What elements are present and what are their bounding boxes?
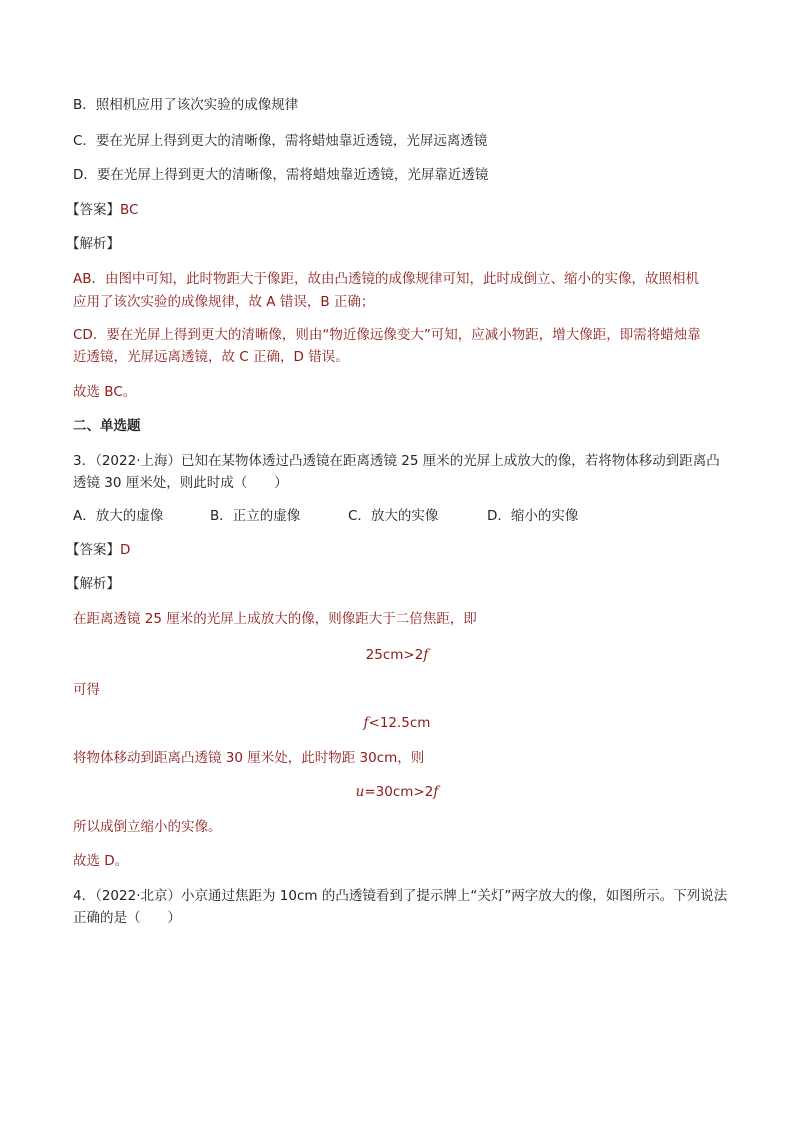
- q4-stem-line: 4．（2022·北京）小京通过焦距为 10cm 的凸透镜看到了提示牌上“关灯”两字放大的像，如图所示。下列说法: [73, 888, 728, 904]
- q3-option-c: C．放大的实像: [348, 508, 439, 524]
- formula-variable: f: [433, 784, 439, 800]
- q2-analysis-line: CD．要在光屏上得到更大的清晰像，则由“物近像远像变大”可知，应减小物距，增大像距，即需将蜡烛靠: [73, 327, 701, 343]
- formula-1: [0, 645, 794, 665]
- q3-analysis-label: 【解析】: [66, 576, 120, 592]
- q2-analysis-line: 近透镜，光屏远离透镜，故 C 正确，D 错误。: [73, 349, 349, 365]
- q3-conclusion: 故选 D。: [73, 853, 129, 869]
- formula-text: <12.5cm: [368, 715, 431, 731]
- q3-option-b: B．正立的虚像: [210, 508, 301, 524]
- answer-value: BC: [120, 202, 139, 218]
- formula-variable: f: [423, 647, 429, 663]
- q2-analysis-line: 应用了该次实验的成像规律，故 A 错误，B 正确；: [73, 294, 375, 310]
- q2-answer: [66, 200, 138, 220]
- q2-option-c: C．要在光屏上得到更大的清晰像，需将蜡烛靠近透镜，光屏远离透镜: [73, 133, 488, 149]
- section-title: 二、单选题: [73, 418, 141, 434]
- answer-label: 【答案】: [66, 202, 120, 218]
- q3-options: [73, 506, 578, 526]
- q3-stem-line: 3．（2022·上海）已知在某物体透过凸透镜在距离透镜 25 厘米的光屏上成放大的像，若将物体移动到距离凸: [73, 453, 720, 469]
- q2-option-d: D．要在光屏上得到更大的清晰像，需将蜡烛靠近透镜，光屏靠近透镜: [73, 167, 489, 183]
- formula-3: [0, 782, 794, 802]
- q3-analysis-line: 所以成倒立缩小的实像。: [73, 819, 222, 835]
- q2-option-b: B．照相机应用了该次实验的成像规律: [73, 97, 299, 113]
- answer-label: 【答案】: [66, 542, 120, 558]
- formula-variable: f: [363, 715, 369, 731]
- formula-text: 25cm>2: [365, 647, 424, 663]
- q3-analysis-line: 将物体移动到距离凸透镜 30 厘米处，此时物距 30cm，则: [73, 750, 425, 766]
- q3-derive-label: 可得: [73, 682, 100, 698]
- q2-analysis-label: 【解析】: [66, 236, 120, 252]
- formula-2: [0, 713, 794, 733]
- formula-variable: u: [355, 784, 365, 800]
- q3-stem-line: 透镜 30 厘米处，则此时成（ ）: [73, 475, 288, 491]
- q2-conclusion: 故选 BC。: [73, 384, 137, 400]
- q3-option-d: D．缩小的实像: [487, 508, 579, 524]
- formula-text: =30cm>2: [364, 784, 434, 800]
- answer-value: D: [120, 542, 131, 558]
- q3-analysis-line: 在距离透镜 25 厘米的光屏上成放大的像，则像距大于二倍焦距，即: [73, 611, 477, 627]
- q3-answer: [66, 540, 130, 560]
- q3-option-a: A．放大的虚像: [73, 508, 164, 524]
- q2-analysis-line: AB．由图中可知，此时物距大于像距，故由凸透镜的成像规律可知，此时成倒立、缩小的实像，故照相机: [73, 271, 699, 287]
- q4-stem-line: 正确的是（ ）: [73, 910, 181, 926]
